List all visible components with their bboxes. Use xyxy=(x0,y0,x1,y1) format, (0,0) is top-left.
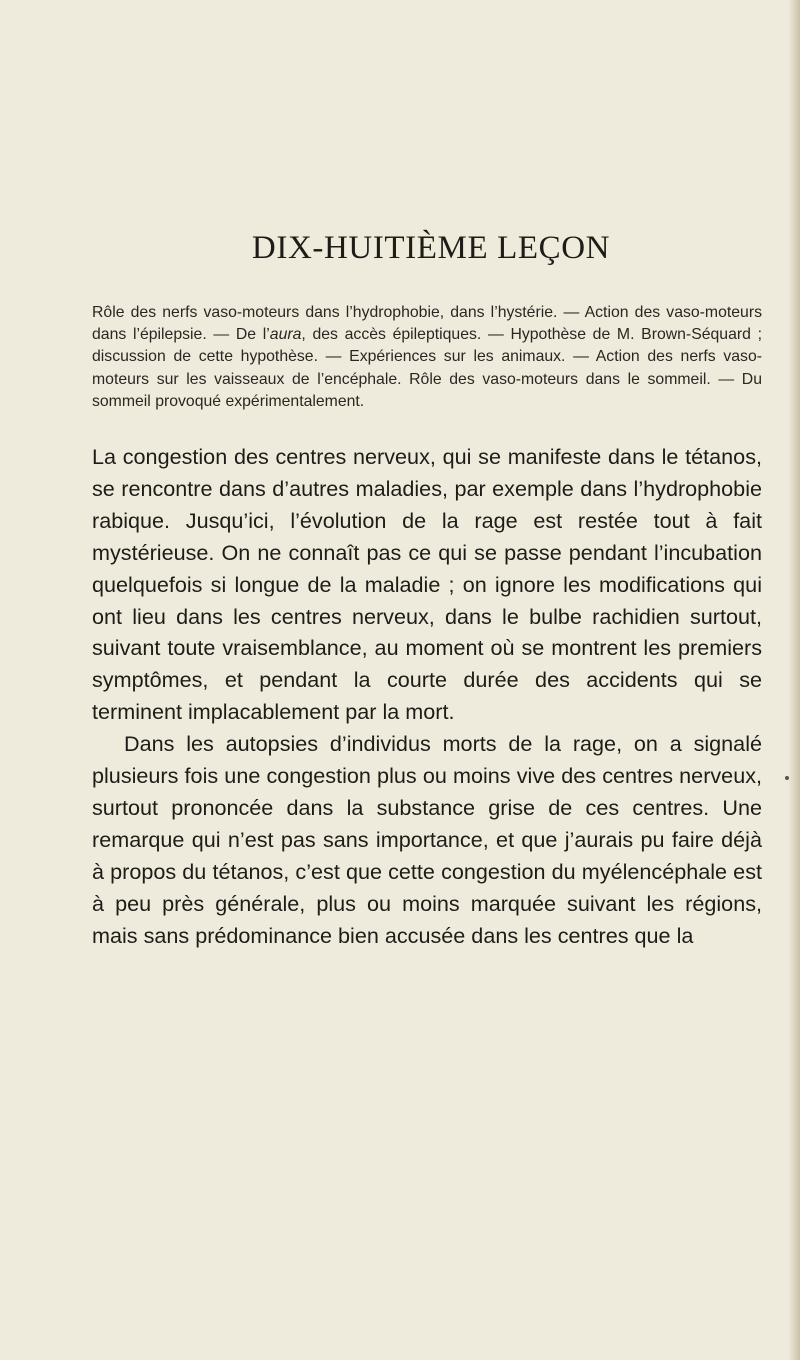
page-edge-shadow xyxy=(788,0,800,1360)
body-paragraph-2: Dans les autopsies d’individus morts de la rage, on a signalé plusieurs fois une congestion plus ou moins vive des centres nerveux, surtout prononcée dans la substance grise de ces centres. Une remarque qui n’est pas sans importance, et que j’aurais pu faire déjà à propos du tétanos, c’est que cette congestion du myélencéphale est à peu près générale, plus ou moins marquée suivant les régions, mais sans prédominance bien accusée dans les centres que la xyxy=(92,731,762,948)
summary-text-start: Rôle des nerfs vaso-moteurs dans l’hydrophobie, dans l’hystérie. — Action des vaso-moteurs dans l’épilepsie. — De l’ xyxy=(92,304,762,344)
lesson-summary xyxy=(92,302,762,413)
lesson-body xyxy=(92,441,762,952)
margin-speck xyxy=(785,776,789,780)
summary-text-end: , des accès épileptiques. — Hypothèse de M. Brown-Séquard ; discussion de cette hypothèse. — Expériences sur les animaux. — Action des nerfs vaso-moteurs sur les vaisseaux de l’encéphale. Rôle des vaso-moteurs dans le sommeil. — Du sommeil provoqué expérimentalement. xyxy=(92,326,762,410)
lesson-title: DIX-HUITIÈME LEÇON xyxy=(251,230,611,266)
body-paragraph-1: La congestion des centres nerveux, qui se manifeste dans le tétanos, se rencontre dans d’autres maladies, par exemple dans l’hydrophobie rabique. Jusqu’ici, l’évolution de la rage est restée tout à fait mystérieuse. On ne connaît pas ce qui se passe pendant l’incubation quelquefois si longue de la maladie ; on ignore les modifications qui ont lieu dans les centres nerveux, dans le bulbe rachidien surtout, suivant toute vraisemblance, au moment où se montrent les premiers symptômes, et pendant la courte durée des accidents qui se terminent implacablement par la mort. xyxy=(92,444,762,725)
page-content xyxy=(92,228,762,952)
summary-italic-term: aura xyxy=(269,326,302,344)
